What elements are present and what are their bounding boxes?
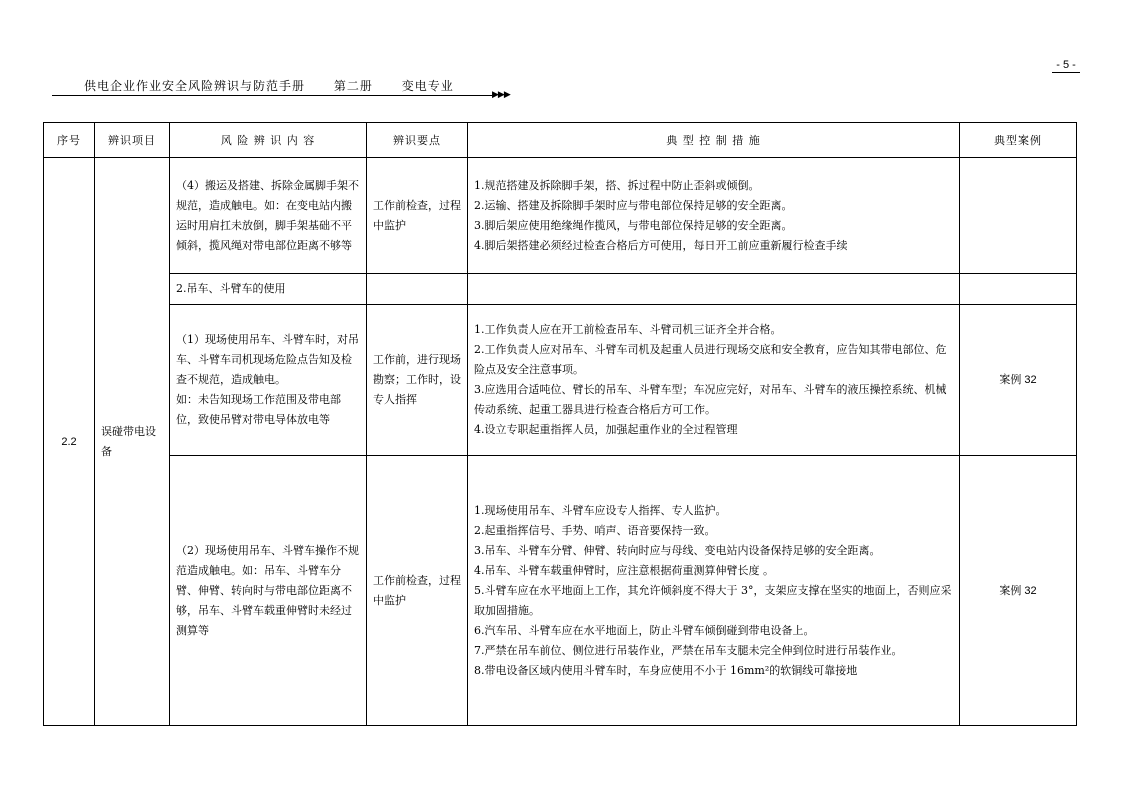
section-item: 误碰带电设备 [95, 158, 170, 726]
measure-item: 1.规范搭建及拆除脚手架，搭、拆过程中防止歪斜或倾倒。 [474, 178, 760, 192]
measure-item: 3.吊车、斗臂车分臂、伸臂、转向时应与母线、变电站内设备保持足够的安全距离。 [474, 543, 881, 557]
measures-cell [468, 305, 960, 456]
measure-item: 8.带电设备区域内使用斗臂车时，车身应使用不小于 16mm²的软铜线可靠接地 [474, 663, 858, 677]
risk-cell: （2）现场使用吊车、斗臂车操作不规范造成触电。如：吊车、斗臂车分臂、伸臂、转向时与带电部位距离不够，吊车、斗臂车载重伸臂时未经过测算等 [170, 456, 367, 726]
table-row [44, 274, 1077, 305]
measures-cell [468, 158, 960, 274]
table-header-row [44, 123, 1077, 158]
section-index: 2.2 [44, 158, 95, 726]
measures-cell [468, 456, 960, 726]
running-header [84, 77, 478, 94]
case-cell: 案例 32 [960, 305, 1077, 456]
header-item: 辨识项目 [95, 123, 170, 158]
measure-item: 2.运输、搭建及拆除脚手架时应与带电部位保持足够的安全距离。 [474, 198, 793, 212]
risk-cell: 2.吊车、斗臂车的使用 [170, 274, 367, 305]
measure-item: 1.现场使用吊车、斗臂车应设专人指挥、专人监护。 [474, 503, 727, 517]
table-row [44, 305, 1077, 456]
key-point-cell: 工作前检查，过程中监护 [367, 158, 468, 274]
key-point-cell: 工作前，进行现场勘察；工作时，设专人指挥 [367, 305, 468, 456]
header-rule [52, 95, 492, 96]
measures-cell [468, 274, 960, 305]
measure-item: 7.严禁在吊车前位、侧位进行吊装作业，严禁在吊车支腿未完全伸到位时进行吊装作业。 [474, 643, 903, 657]
key-point-cell: 工作前检查，过程中监护 [367, 456, 468, 726]
header-key-points: 辨识要点 [367, 123, 468, 158]
header-measures: 典 型 控 制 措 施 [468, 123, 960, 158]
page-number: - 5 - [1052, 58, 1080, 73]
measure-item: 1.工作负责人应在开工前检查吊车、斗臂司机三证齐全并合格。 [474, 323, 782, 336]
measure-item: 3.脚后架应使用绝缘绳作揽风，与带电部位保持足够的安全距离。 [474, 218, 793, 232]
measure-item: 3.应选用合适吨位、臂长的吊车、斗臂车型；车况应完好，对吊车、斗臂车的液压操控系统、机械传动系统、起重工器具进行检查合格后方可工作。 [474, 383, 947, 416]
risk-cell: （4）搬运及搭建、拆除金属脚手架不规范，造成触电。如：在变电站内搬运时用肩扛未放倒，脚手架基础不平倾斜，揽风绳对带电部位距离不够等 [170, 158, 367, 274]
case-cell: 案例 32 [960, 456, 1077, 726]
measure-item: 2.起重指挥信号、手势、哨声、语音要保持一致。 [474, 523, 716, 537]
case-cell [960, 274, 1077, 305]
measure-item: 4.脚后架搭建必须经过检查合格后方可使用，每日开工前应重新履行检查手续 [474, 238, 848, 252]
header-cases: 典型案例 [960, 123, 1077, 158]
volume-label: 第二册 [333, 79, 373, 93]
case-cell [960, 158, 1077, 274]
risk-cell: （1）现场使用吊车、斗臂车时，对吊车、斗臂车司机现场危险点告知及检查不规范，造成触电。 如：未告知现场工作范围及带电部位，致使吊臂对带电导体放电等 [170, 305, 367, 456]
header-index: 序号 [44, 123, 95, 158]
measure-item: 6.汽车吊、斗臂车应在水平地面上，防止斗臂车倾倒碰到带电设备上。 [474, 623, 815, 637]
header-arrows-icon: ▶▶▶ [492, 90, 510, 100]
measure-item: 5.斗臂车应在水平地面上工作，其允许倾斜度不得大于 3°，支架应支撑在坚实的地面上，否则应采取加固措施。 [474, 583, 952, 617]
key-point-cell [367, 274, 468, 305]
measure-item: 4.设立专职起重指挥人员，加强起重作业的全过程管理 [474, 423, 738, 436]
measure-item: 4.吊车、斗臂车载重伸臂时，应注意根据荷重测算伸臂长度 。 [474, 563, 774, 577]
header-risk-content: 风 险 辨 识 内 容 [170, 123, 367, 158]
risk-table [43, 122, 1077, 726]
book-title: 供电企业作业安全风险辨识与防范手册 [84, 79, 306, 93]
table-row [44, 158, 1077, 274]
table-row [44, 456, 1077, 726]
specialty-label: 变电专业 [401, 79, 454, 93]
measure-item: 2.工作负责人应对吊车、斗臂车司机及起重人员进行现场交底和安全教育，应告知其带电部位、危险点及安全注意事项。 [474, 343, 947, 376]
